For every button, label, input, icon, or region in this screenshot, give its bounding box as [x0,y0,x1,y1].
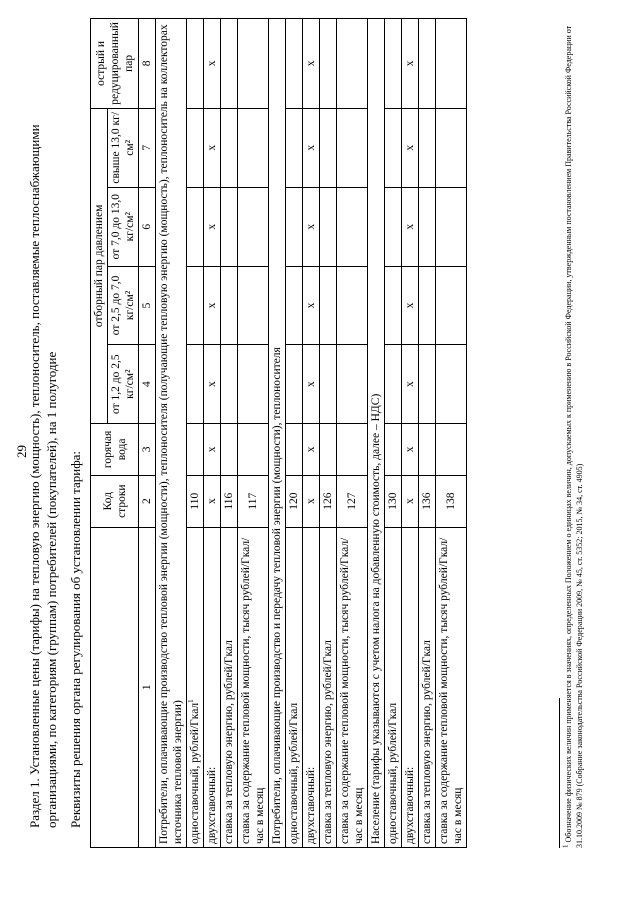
section-row [156,19,187,848]
row-code: 110 [187,475,204,527]
row-code: 117 [238,475,269,527]
col-num-3: 3 [139,423,156,475]
table-row [337,19,368,848]
row-label: одноставочный, рублей/Гкал [385,527,402,847]
x-cell: х [204,108,221,187]
header-steam-3: от 7,0 до 13,0 кг/см² [108,187,139,266]
x-cell: х [303,423,320,475]
row-label: двухставочный: [303,527,320,847]
tariff-table [90,18,467,848]
x-cell: х [204,475,221,527]
row-code: 138 [436,475,467,527]
col-num-1: 1 [139,527,156,847]
col-num-4: 4 [139,345,156,424]
row-label: ставка за содержание тепловой мощности, тысяч рублей/Гкал/час в месяц [337,527,368,847]
x-cell: х [204,423,221,475]
x-cell: х [402,345,419,424]
requisites-line: Реквизиты решения органа регулирования об установлении тарифа: [68,450,83,828]
table-row [204,19,221,848]
row-label: двухставочный: [204,527,221,847]
table-row [187,19,204,848]
header-hot-water: горячая вода [91,423,139,475]
x-cell: х [204,266,221,345]
x-cell: х [402,108,419,187]
header-steam-group: отборный пар давлением [91,108,108,423]
x-cell: х [402,475,419,527]
row-code: 130 [385,475,402,527]
row-label: ставка за тепловую энергию, рублей/Гкал [221,527,238,847]
column-numbers-row [139,19,156,848]
header-code: Код строки [91,475,139,527]
section-heading: Раздел 1. Установленные цены (тарифы) на тепловую энергию (мощность), теплоноситель, поставляемые теплоснабжающими организациями, по категориям (группам) потребителей (покупателей), на 1 полугодие [27,124,59,828]
row-label: ставка за содержание тепловой мощности, тысяч рублей/Гкал/час в месяц [238,527,269,847]
row-label: одноставочный, рублей/Гкал$^1$ [187,527,204,847]
header-sharp-steam: острый и редуцированный пар [91,19,139,109]
x-cell: х [402,423,419,475]
page-number: 29 [14,445,29,458]
x-cell: х [303,266,320,345]
table-row [303,19,320,848]
table-row [385,19,402,848]
section-row [269,19,286,848]
row-code: 120 [286,475,303,527]
row-code: 136 [419,475,436,527]
x-cell: х [303,108,320,187]
row-label: двухставочный: [402,527,419,847]
col-num-5: 5 [139,266,156,345]
table-row [419,19,436,848]
row-label: ставка за содержание тепловой мощности, тысяч рублей/Гкал/час в месяц [436,527,467,847]
section-row [368,19,385,848]
col-num-6: 6 [139,187,156,266]
header-steam-1: от 1,2 до 2,5 кг/см² [108,345,139,424]
row-label: ставка за тепловую энергию, рублей/Гкал [419,527,436,847]
x-cell: х [402,187,419,266]
x-cell: х [303,187,320,266]
col-num-7: 7 [139,108,156,187]
x-cell: х [303,19,320,109]
x-cell: х [204,187,221,266]
col-num-8: 8 [139,19,156,109]
section-title: Население (тарифы указываются с учетом налога на добавленную стоимость, далее – НДС) [368,19,385,848]
table-row [221,19,238,848]
header-blank [91,527,139,847]
footnote-ref: 1 [187,699,196,703]
footnote-mark: 1 [561,844,570,848]
table-row [436,19,467,848]
table-row [286,19,303,848]
header-row [91,19,108,848]
x-cell: х [204,19,221,109]
rotated-page [4,8,634,898]
section-title: Потребители, оплачивающие производство тепловой энергии (мощности), теплоносителя (получающие тепловую энергию (мощность), теплоноситель на коллекторах источника тепловой энергии) [156,19,187,848]
x-cell: х [402,266,419,345]
x-cell: х [402,19,419,109]
table-row [402,19,419,848]
x-cell: х [303,475,320,527]
x-cell: х [204,345,221,424]
header-steam-2: от 2,5 до 7,0 кг/см² [108,266,139,345]
footnote-text: Обозначение физических величин применяется в значениях, определенных Положением о единицах величин, допускаемых к применению в Российской Федерации, утвержденным постановлением Правительства Российской Федерации от 31.10.2009 № 879 (Собрание законодательства Российской Федерации 2009, № 45, ст. 5352; 2015, № 34, ст. 4905) [564,25,584,848]
section-title: Потребители, оплачивающие производство и передачу тепловой энергии (мощности), теплоносителя [269,19,286,848]
row-code: 127 [337,475,368,527]
row-code: 126 [320,475,337,527]
row-label: одноставочный, рублей/Гкал [286,527,303,847]
table-row [238,19,269,848]
footnote [563,18,585,848]
header-steam-4: свыше 13,0 кг/см² [108,108,139,187]
row-code: 116 [221,475,238,527]
footnote-divider [559,698,560,848]
table-row [320,19,337,848]
col-num-2: 2 [139,475,156,527]
x-cell: х [303,345,320,424]
row-label: ставка за тепловую энергию, рублей/Гкал [320,527,337,847]
